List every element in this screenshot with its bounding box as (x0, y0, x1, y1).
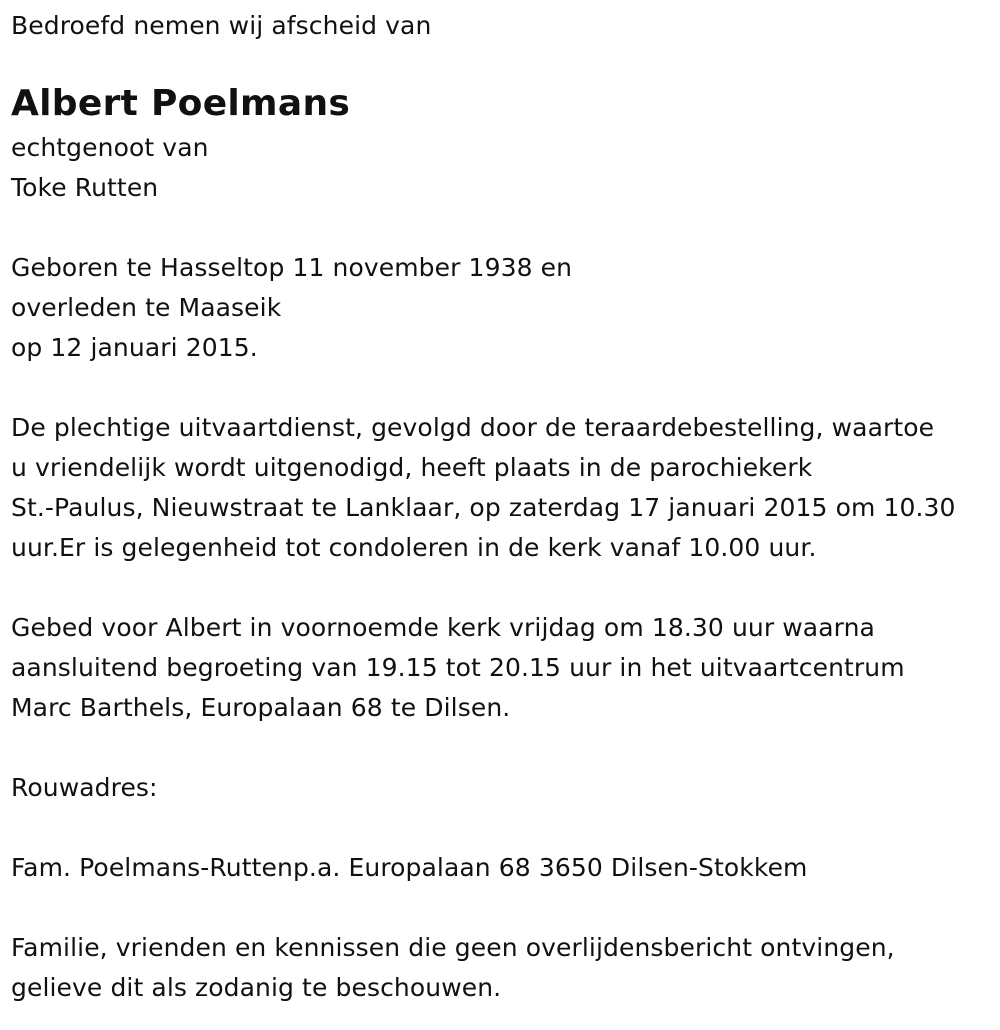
spacer (11, 568, 996, 608)
life-line-3: op 12 januari 2015. (11, 333, 258, 362)
spacer (11, 208, 996, 248)
spacer (11, 888, 996, 928)
life-line-1: Geboren te Hasseltop 11 november 1938 en (11, 253, 573, 282)
spacer (11, 728, 996, 768)
spouse-line-2: Toke Rutten (11, 173, 159, 202)
closing-line-2: gelieve dit als zodanig te beschouwen. (11, 973, 502, 1002)
funeral-line-4: uur.Er is gelegenheid tot condoleren in de kerk vanaf 10.00 uur. (11, 533, 817, 562)
spacer (11, 808, 996, 848)
prayer-line-3: Marc Barthels, Europalaan 68 te Dilsen. (11, 693, 511, 722)
prayer-line-2: aansluitend begroeting van 19.15 tot 20.15 uur in het uitvaartcentrum (11, 653, 905, 682)
mourning-address-label: Rouwadres: (11, 773, 158, 802)
spouse-line-1: echtgenoot van (11, 133, 209, 162)
funeral-line-1: De plechtige uitvaartdienst, gevolgd door de teraardebestelling, waartoe (11, 413, 935, 442)
mourning-address: Fam. Poelmans-Ruttenp.a. Europalaan 68 3650 Dilsen-Stokkem (11, 853, 808, 882)
spacer (11, 368, 996, 408)
prayer-line-1: Gebed voor Albert in voornoemde kerk vrijdag om 18.30 uur waarna (11, 613, 875, 642)
obituary-notice (11, 6, 996, 1008)
funeral-line-3: St.-Paulus, Nieuwstraat te Lanklaar, op zaterdag 17 januari 2015 om 10.30 (11, 493, 956, 522)
funeral-line-2: u vriendelijk wordt uitgenodigd, heeft plaats in de parochiekerk (11, 453, 813, 482)
deceased-name: Albert Poelmans (11, 83, 351, 124)
life-line-2: overleden te Maaseik (11, 293, 282, 322)
intro-text: Bedroefd nemen wij afscheid van (11, 11, 432, 40)
closing-line-1: Familie, vrienden en kennissen die geen overlijdensbericht ontvingen, (11, 933, 895, 962)
